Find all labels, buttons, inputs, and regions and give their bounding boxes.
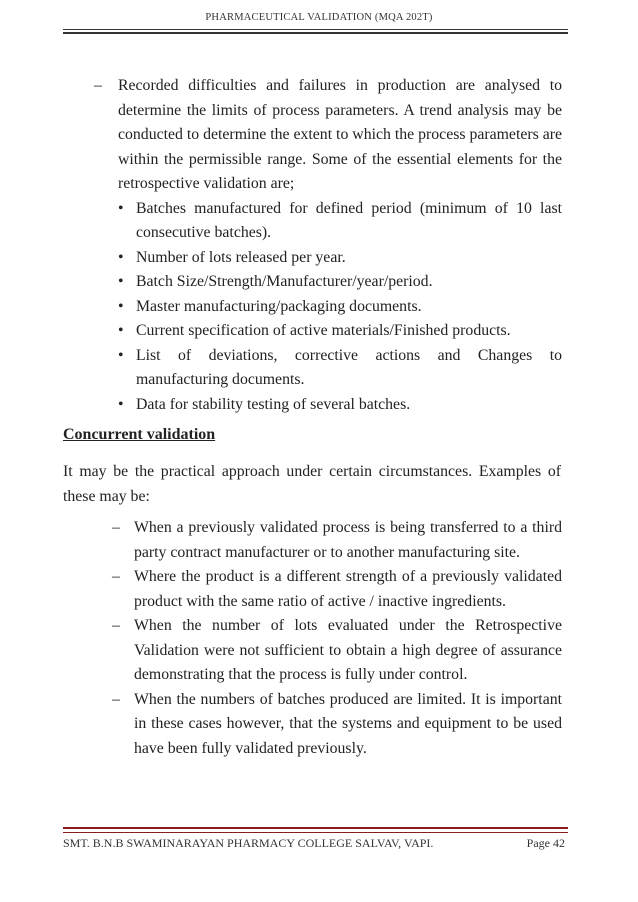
bullet-glyph: • [118, 297, 124, 315]
dash-marker: – [112, 690, 120, 708]
dash-item [112, 614, 562, 688]
bullet-text: Current specification of active materials/Finished products. [136, 322, 511, 339]
retrospective-paragraph: Recorded difficulties and failures in production are analysed to determine the limits of process parameters. A trend analysis may be conducted to determine the extent to which the process parameters are within the permissible range. Some of the essential elements for the retrospective validation are; [118, 77, 562, 192]
dash-marker: – [112, 568, 120, 585]
bullet-text: Data for stability testing of several batches. [136, 395, 411, 413]
dash-item-text: When the number of lots evaluated under the Retrospective Validation were not sufficient to obtain a high degree of assurance demonstrating that the process is fully under control. [134, 617, 562, 683]
dash-item-text: When the numbers of batches produced are limited. It is important in these cases however, that the systems and equipment to be used have been fully validated previously. [134, 690, 562, 757]
bullet-item [118, 344, 562, 393]
running-header: PHARMACEUTICAL VALIDATION (MQA 202T) [205, 12, 433, 23]
dash-item-text: Where the product is a different strength of a previously validated product with the same ratio of active / inactive ingredients. [134, 568, 562, 610]
dash-marker: – [94, 77, 102, 94]
bullet-item [118, 197, 562, 246]
dash-item [112, 516, 562, 565]
bullet-glyph: • [118, 273, 124, 290]
bullet-text: Batches manufactured for defined period (minimum of 10 last consecutive batches). [136, 199, 562, 241]
bullet-text: Master manufacturing/packaging documents. [136, 297, 422, 315]
bullet-glyph: • [118, 248, 124, 266]
bullet-item [118, 319, 562, 344]
dash-item [112, 565, 562, 614]
dash-marker: – [112, 617, 120, 634]
bullet-item [118, 270, 562, 295]
retrospective-bullet-list [118, 197, 562, 418]
bullet-item [118, 295, 562, 320]
bullet-glyph: • [118, 199, 124, 217]
section-intro: It may be the practical approach under certain circumstances. Examples of these may be: [63, 463, 561, 505]
dash-marker: – [112, 519, 120, 536]
retrospective-elements-block [96, 74, 562, 417]
dash-item-text: When a previously validated process is being transferred to a third party contract manufacturer or to another manufacturing site. [134, 519, 562, 561]
bullet-text: List of deviations, corrective actions and Changes to manufacturing documents. [136, 346, 562, 388]
bullet-glyph: • [118, 395, 124, 413]
bullet-glyph: • [118, 322, 124, 339]
bullet-text: Batch Size/Strength/Manufacturer/year/period. [136, 273, 433, 290]
header-rule-top [63, 29, 568, 30]
page-number: Page 42 [526, 836, 565, 850]
section-heading: Concurrent validation [63, 426, 216, 443]
bullet-glyph: • [118, 346, 124, 364]
bullet-text: Number of lots released per year. [136, 248, 346, 266]
footer-rule-top [63, 827, 568, 829]
concurrent-examples-list [112, 516, 562, 761]
bullet-item [118, 246, 562, 271]
header-rule-bottom [63, 32, 568, 34]
bullet-item [118, 393, 562, 418]
footer-college-name: SMT. B.N.B SWAMINARAYAN PHARMACY COLLEGE SALVAV, VAPI. [63, 836, 434, 850]
dash-item [112, 688, 562, 762]
footer-rule-bottom [63, 832, 568, 833]
